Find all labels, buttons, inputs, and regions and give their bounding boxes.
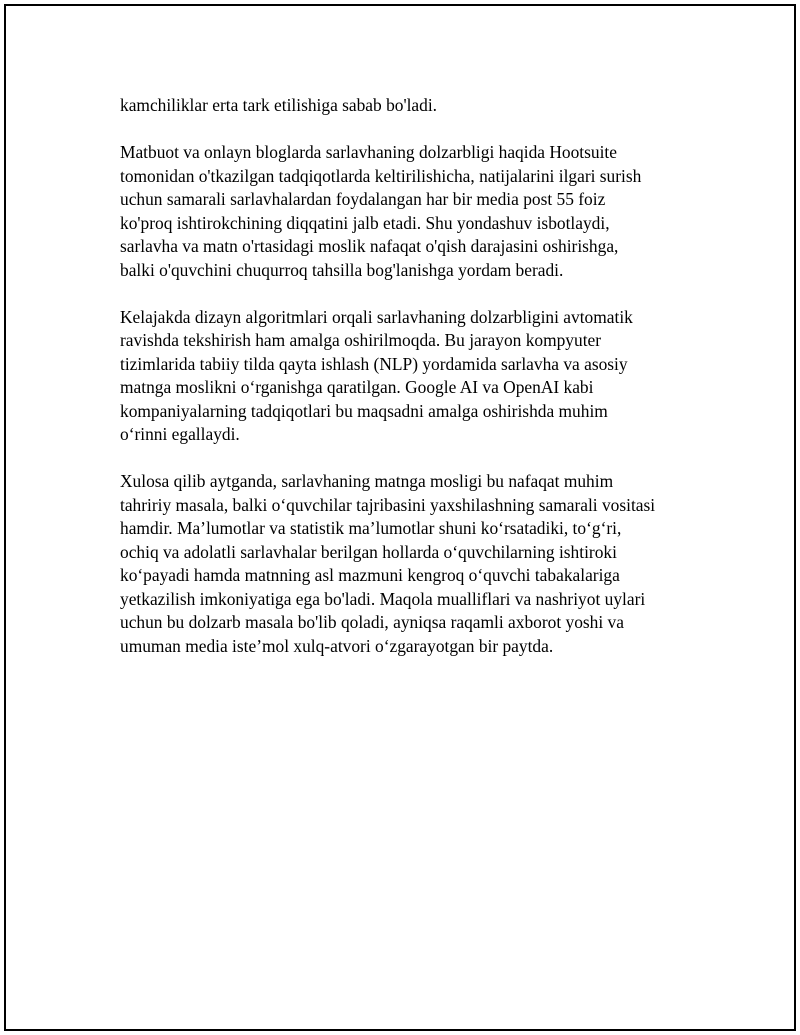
paragraph: Kelajakda dizayn algoritmlari orqali sarlavhaning dolzarbligini avtomatik ravishda tekshirish ham amalga oshirilmoqda. Bu jarayon kompyuter tizimlarida tabiiy tilda qayta ishlash (NLP) yordamida sarlavha va asosiy matnga moslikni o‘rganishga qaratilgan. Google AI va OpenAI kabi kompaniyalarning tadqiqotlari bu maqsadni amalga oshirishda muhim o‘rinni egallaydi. [120, 306, 633, 444]
page-frame [4, 4, 796, 1031]
paragraph: Xulosa qilib aytganda, sarlavhaning matnga mosligi bu nafaqat muhim tahririy masala, balki o‘quvchilar tajribasini yaxshilashning samarali vositasi hamdir. Ma’lumotlar va statistik ma’lumotlar shuni ko‘rsatadiki, to‘g‘ri, ochiq va adolatli sarlavhalar berilgan hollarda o‘quvchilarning ishtiroki ko‘payadi hamda matnning asl mazmuni kengroq o‘quvchi tabakalariga yetkazilish imkoniyatiga ega bo'ladi. Maqola mualliflari va nashriyot uylari uchun bu dolzarb masala bo'lib qoladi, ayniqsa raqamli axborot yoshi va umuman media iste’mol xulq-atvori o‘zgarayotgan bir paytda. [120, 471, 656, 656]
paragraph: Matbuot va onlayn bloglarda sarlavhaning dolzarbligi haqida Hootsuite tomonidan o'tkazilgan tadqiqotlarda keltirilishicha, natijalarini ilgari surish uchun samarali sarlavhalardan foydalangan har bir media post 55 foiz ko'proq ishtirokchining diqqatini jalb etadi. Shu yondashuv isbotlaydi, sarlavha va matn o'rtasidagi moslik nafaqat o'qish darajasini oshirishga, balki o'quvchini chuqurroq tahsilla bog'lanishga yordam beradi. [120, 142, 642, 280]
paragraph: kamchiliklar erta tark etilishiga sabab bo'ladi. [120, 95, 438, 115]
document-body [120, 94, 700, 682]
